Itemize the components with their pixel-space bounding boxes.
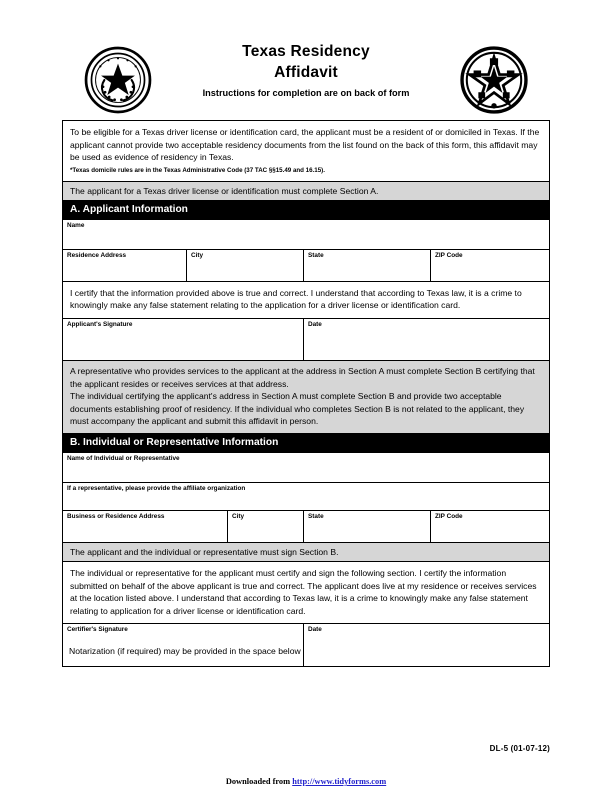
applicant-state-label: State	[308, 251, 324, 259]
section-a-instruction-band	[63, 182, 549, 201]
texas-state-seal-icon	[84, 46, 152, 114]
form-title-line-1: Texas Residency	[242, 43, 370, 60]
form-number: DL-5 (01-07-12)	[489, 744, 550, 753]
applicant-date-label: Date	[308, 320, 322, 328]
applicant-signature-row	[63, 319, 549, 361]
section-b-sign-instruction: The applicant and the individual or representative must sign Section B.	[70, 546, 339, 557]
form-header	[62, 42, 550, 120]
applicant-name-field[interactable]	[63, 220, 549, 250]
applicant-city-label: City	[191, 251, 204, 259]
intro-footnote: *Texas domicile rules are in the Texas Administrative Code (37 TAC §§15.49 and 16.15).	[70, 166, 325, 174]
representative-notice-band	[63, 361, 549, 434]
applicant-date-field[interactable]	[304, 319, 549, 360]
representative-name-label: Name of Individual or Representative	[67, 454, 180, 462]
affidavit-form-body	[62, 120, 550, 667]
applicant-state-field[interactable]	[304, 250, 431, 281]
applicant-residence-address-label: Residence Address	[67, 251, 127, 259]
applicant-zip-label: ZIP Code	[435, 251, 463, 259]
applicant-city-field[interactable]	[187, 250, 304, 281]
applicant-zip-field[interactable]	[431, 250, 549, 281]
representative-zip-label: ZIP Code	[435, 512, 463, 520]
representative-city-field[interactable]	[228, 511, 304, 542]
representative-certification-block	[63, 562, 549, 624]
applicant-certification-block	[63, 282, 549, 319]
certifier-date-field[interactable]	[304, 624, 549, 666]
texas-dps-star-seal-icon	[460, 46, 528, 114]
form-subtitle: Instructions for completion are on back of form	[202, 88, 410, 98]
section-b-heading: B. Individual or Representative Information	[63, 434, 549, 453]
affiliate-organization-label: If a representative, please provide the affiliate organization	[67, 484, 246, 492]
affiliate-organization-field[interactable]	[63, 483, 549, 511]
applicant-certification-text: I certify that the information provided above is true and correct. I understand that according to Texas law, it is a crime to knowingly make any false statement relating to the application for a driver license or identification card.	[70, 287, 522, 311]
section-a-instruction: The applicant for a Texas driver license or identification must complete Section A.	[70, 185, 379, 196]
intro-block	[63, 121, 549, 182]
download-url-link[interactable]: http://www.tidyforms.com	[292, 777, 387, 786]
representative-business-address-field[interactable]	[63, 511, 228, 542]
representative-notice-paragraph-1: A representative who provides services to the applicant at the address in Section A must complete Section B certifying that the applicant resides or receives services at that address.	[70, 365, 535, 389]
form-title-line-2: Affidavit	[274, 64, 338, 81]
representative-certification-text: The individual or representative for the applicant must certify and sign the following section. I certify the information submitted on behalf of the above applicant is true and correct. The applicant does live at my residence or receives services at the location listed above. I understand that according to Texas law, it is a crime to knowingly make any false statement relating to application for a driver license or identification card.	[70, 567, 537, 616]
certifier-signature-label: Certifier's Signature	[67, 626, 128, 634]
representative-name-field[interactable]	[63, 453, 549, 483]
section-b-sign-instruction-band	[63, 543, 549, 562]
section-a-heading: A. Applicant Information	[63, 201, 549, 220]
representative-state-label: State	[308, 512, 324, 520]
applicant-address-row	[63, 250, 549, 282]
representative-notice-paragraph-2: The individual certifying the applicant's address in Section A must complete Section B and provide two acceptable documents establishing proof of residency. If the individual who completes Section B is not related to the applicant, they must accompany the applicant and submit this affidavit in person.	[70, 391, 525, 427]
applicant-signature-label: Applicant's Signature	[67, 320, 133, 328]
intro-paragraph: To be eligible for a Texas driver license or identification card, the applicant must be a resident of or domiciled in Texas. If the applicant cannot provide two acceptable residency documents from the list found on the back of this form, this affidavit may be used as evidence of residency in Texas.	[70, 127, 540, 163]
representative-state-field[interactable]	[304, 511, 431, 542]
representative-city-label: City	[232, 512, 245, 520]
download-footer	[0, 777, 612, 786]
download-prefix: Downloaded from	[225, 777, 293, 786]
representative-address-row	[63, 511, 549, 543]
notarization-note: Notarization (if required) may be provided in the space below	[69, 646, 301, 656]
applicant-signature-field[interactable]	[63, 319, 304, 360]
applicant-residence-address-field[interactable]	[63, 250, 187, 281]
certifier-date-label: Date	[308, 626, 322, 634]
representative-zip-field[interactable]	[431, 511, 549, 542]
applicant-name-label: Name	[67, 221, 85, 229]
representative-business-address-label: Business or Residence Address	[67, 512, 165, 520]
title-block	[170, 42, 442, 100]
